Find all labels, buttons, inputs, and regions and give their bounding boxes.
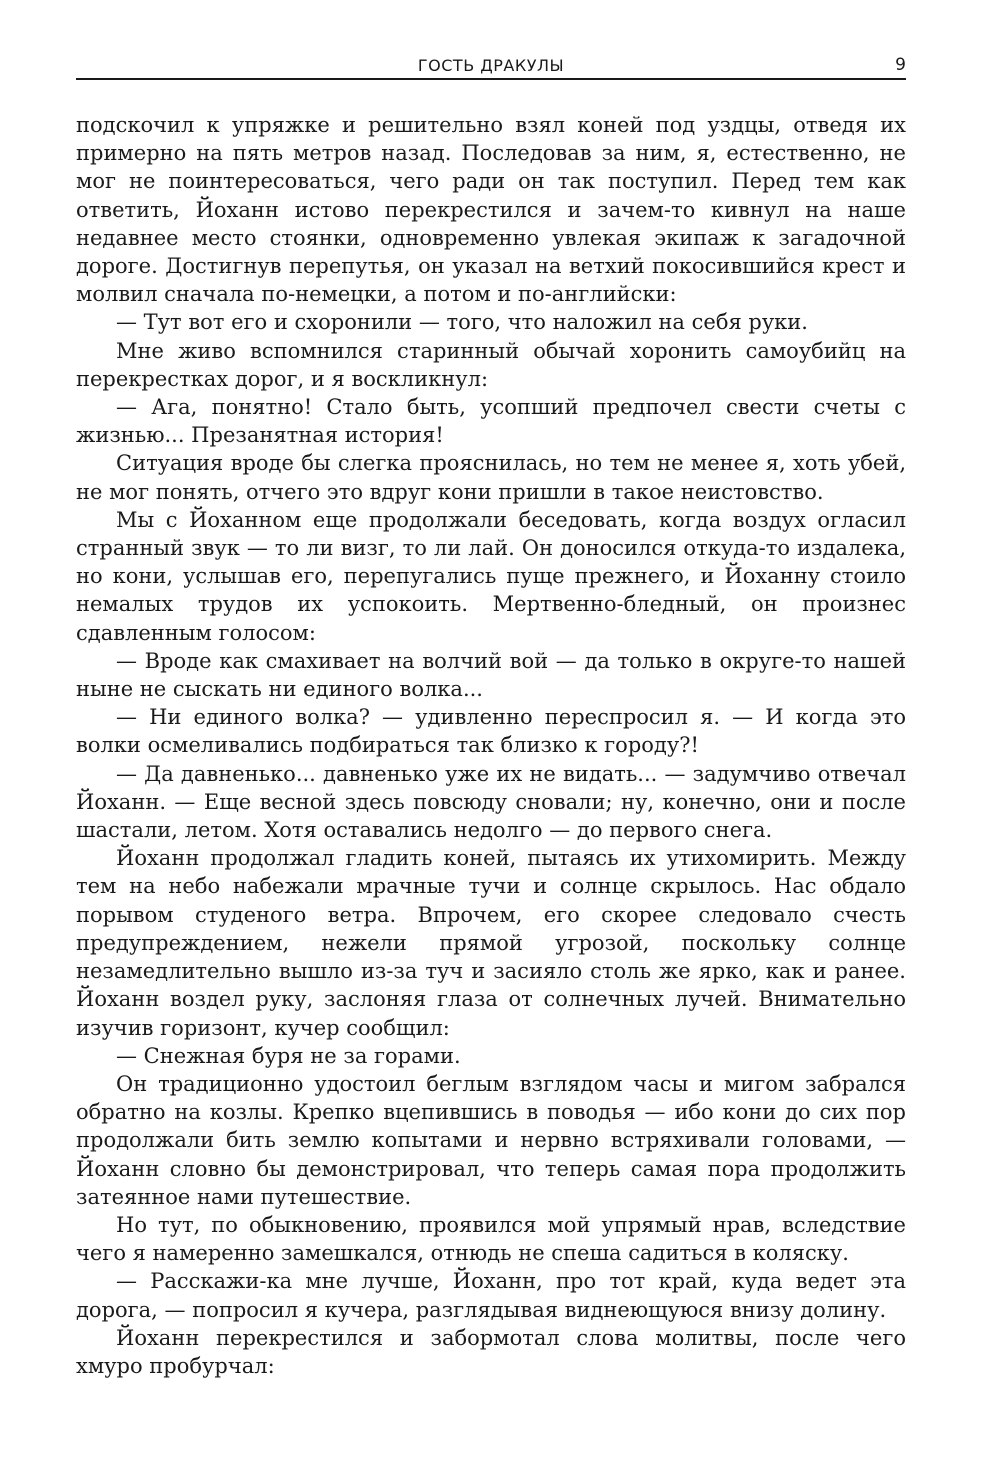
body-text [76,111,906,1380]
paragraph: — Ага, понятно! Стало быть, усопший предпочел свести счеты с жизнью... Презанятная история! [76,395,906,448]
paragraph: Ситуация вроде бы слегка прояснилась, но тем не менее я, хоть убей, не мог понять, отчего это вдруг кони пришли в такое неистовство. [76,451,906,504]
paragraph: Но тут, по обыкновению, проявился мой упрямый нрав, вследствие чего я намеренно замешкался, отнюдь не спеша садиться в коляску. [76,1212,906,1266]
paragraph: — Да давненько... давненько уже их не видать... — задумчиво отвечал Йоханн. — Еще весной здесь повсюду сновали; ну, конечно, они и после шастали, летом. Хотя оставались недолго — до первого снега. [76,761,906,843]
paragraph: — Снежная буря не за горами. [116,1043,461,1068]
paragraph: Йоханн перекрестился и забормотал слова молитвы, после чего хмуро пробурчал: [76,1325,906,1378]
running-title: ГОСТЬ ДРАКУЛЫ [417,56,565,75]
paragraph: — Вроде как смахивает на волчий вой — да только в округе-то нашей ныне не сыскать ни единого волка... [76,648,906,702]
paragraph: подскочил к упряжке и решительно взял коней под уздцы, отведя их примерно на пять метров назад. Последовав за ним, я, естественно, не мог не поинтересоваться, чего ради он так поступил. Перед тем как ответить, Йоханн истово перекрестился и зачем-то кивнул на наше недавнее место стоянки, одновременно увлекая экипаж к загадочной дороге. Достигнув перепутья, он указал на ветхий покосившийся крест и молвил сначала по-немецки, а потом и по-английски: [76,113,906,307]
running-header [76,52,906,80]
page-number: 9 [895,55,906,75]
book-page [76,0,906,1477]
paragraph: Он традиционно удостоил беглым взглядом часы и мигом забрался обратно на козлы. Крепко вцепившись в поводья — ибо кони до сих пор продолжали бить землю копытами и нервно встряхивали головами, — Йоханн словно бы демонстрировал, что теперь самая пора продолжить затеянное нами путешествие. [76,1071,906,1209]
paragraph: — Ни единого волка? — удивленно переспросил я. — И когда это волки осмеливались подбираться так близко к городу?! [76,705,906,758]
paragraph: — Тут вот его и схоронили — того, что наложил на себя руки. [116,310,808,335]
paragraph: Мне живо вспомнился старинный обычай хоронить самоубийц на перекрестках дорог, и я воскликнул: [76,338,906,391]
paragraph: Йоханн продолжал гладить коней, пытаясь их утихомирить. Между тем на небо набежали мрачные тучи и солнце скрылось. Нас обдало порывом студеного ветра. Впрочем, его скорее следовало счесть предупреждением, нежели прямой угрозой, поскольку солнце незамедлительно вышло из-за туч и засияло столь же ярко, как и ранее. Йоханн воздел руку, заслоняя глаза от солнечных лучей. Внимательно изучив горизонт, кучер сообщил: [76,846,906,1040]
paragraph: Мы с Йоханном еще продолжали беседовать, когда воздух огласил странный звук — то ли визг, то ли лай. Он доносился откуда-то издалека, но кони, услышав его, перепугались пуще прежнего, и Йоханну стоило немалых трудов их успокоить. Мертвенно-бледный, он произнес сдавленным голосом: [76,507,906,645]
paragraph: — Расскажи-ка мне лучше, Йоханн, про тот край, куда ведет эта дорога, — попросил я кучера, разглядывая виднеющуюся внизу долину. [76,1269,906,1322]
